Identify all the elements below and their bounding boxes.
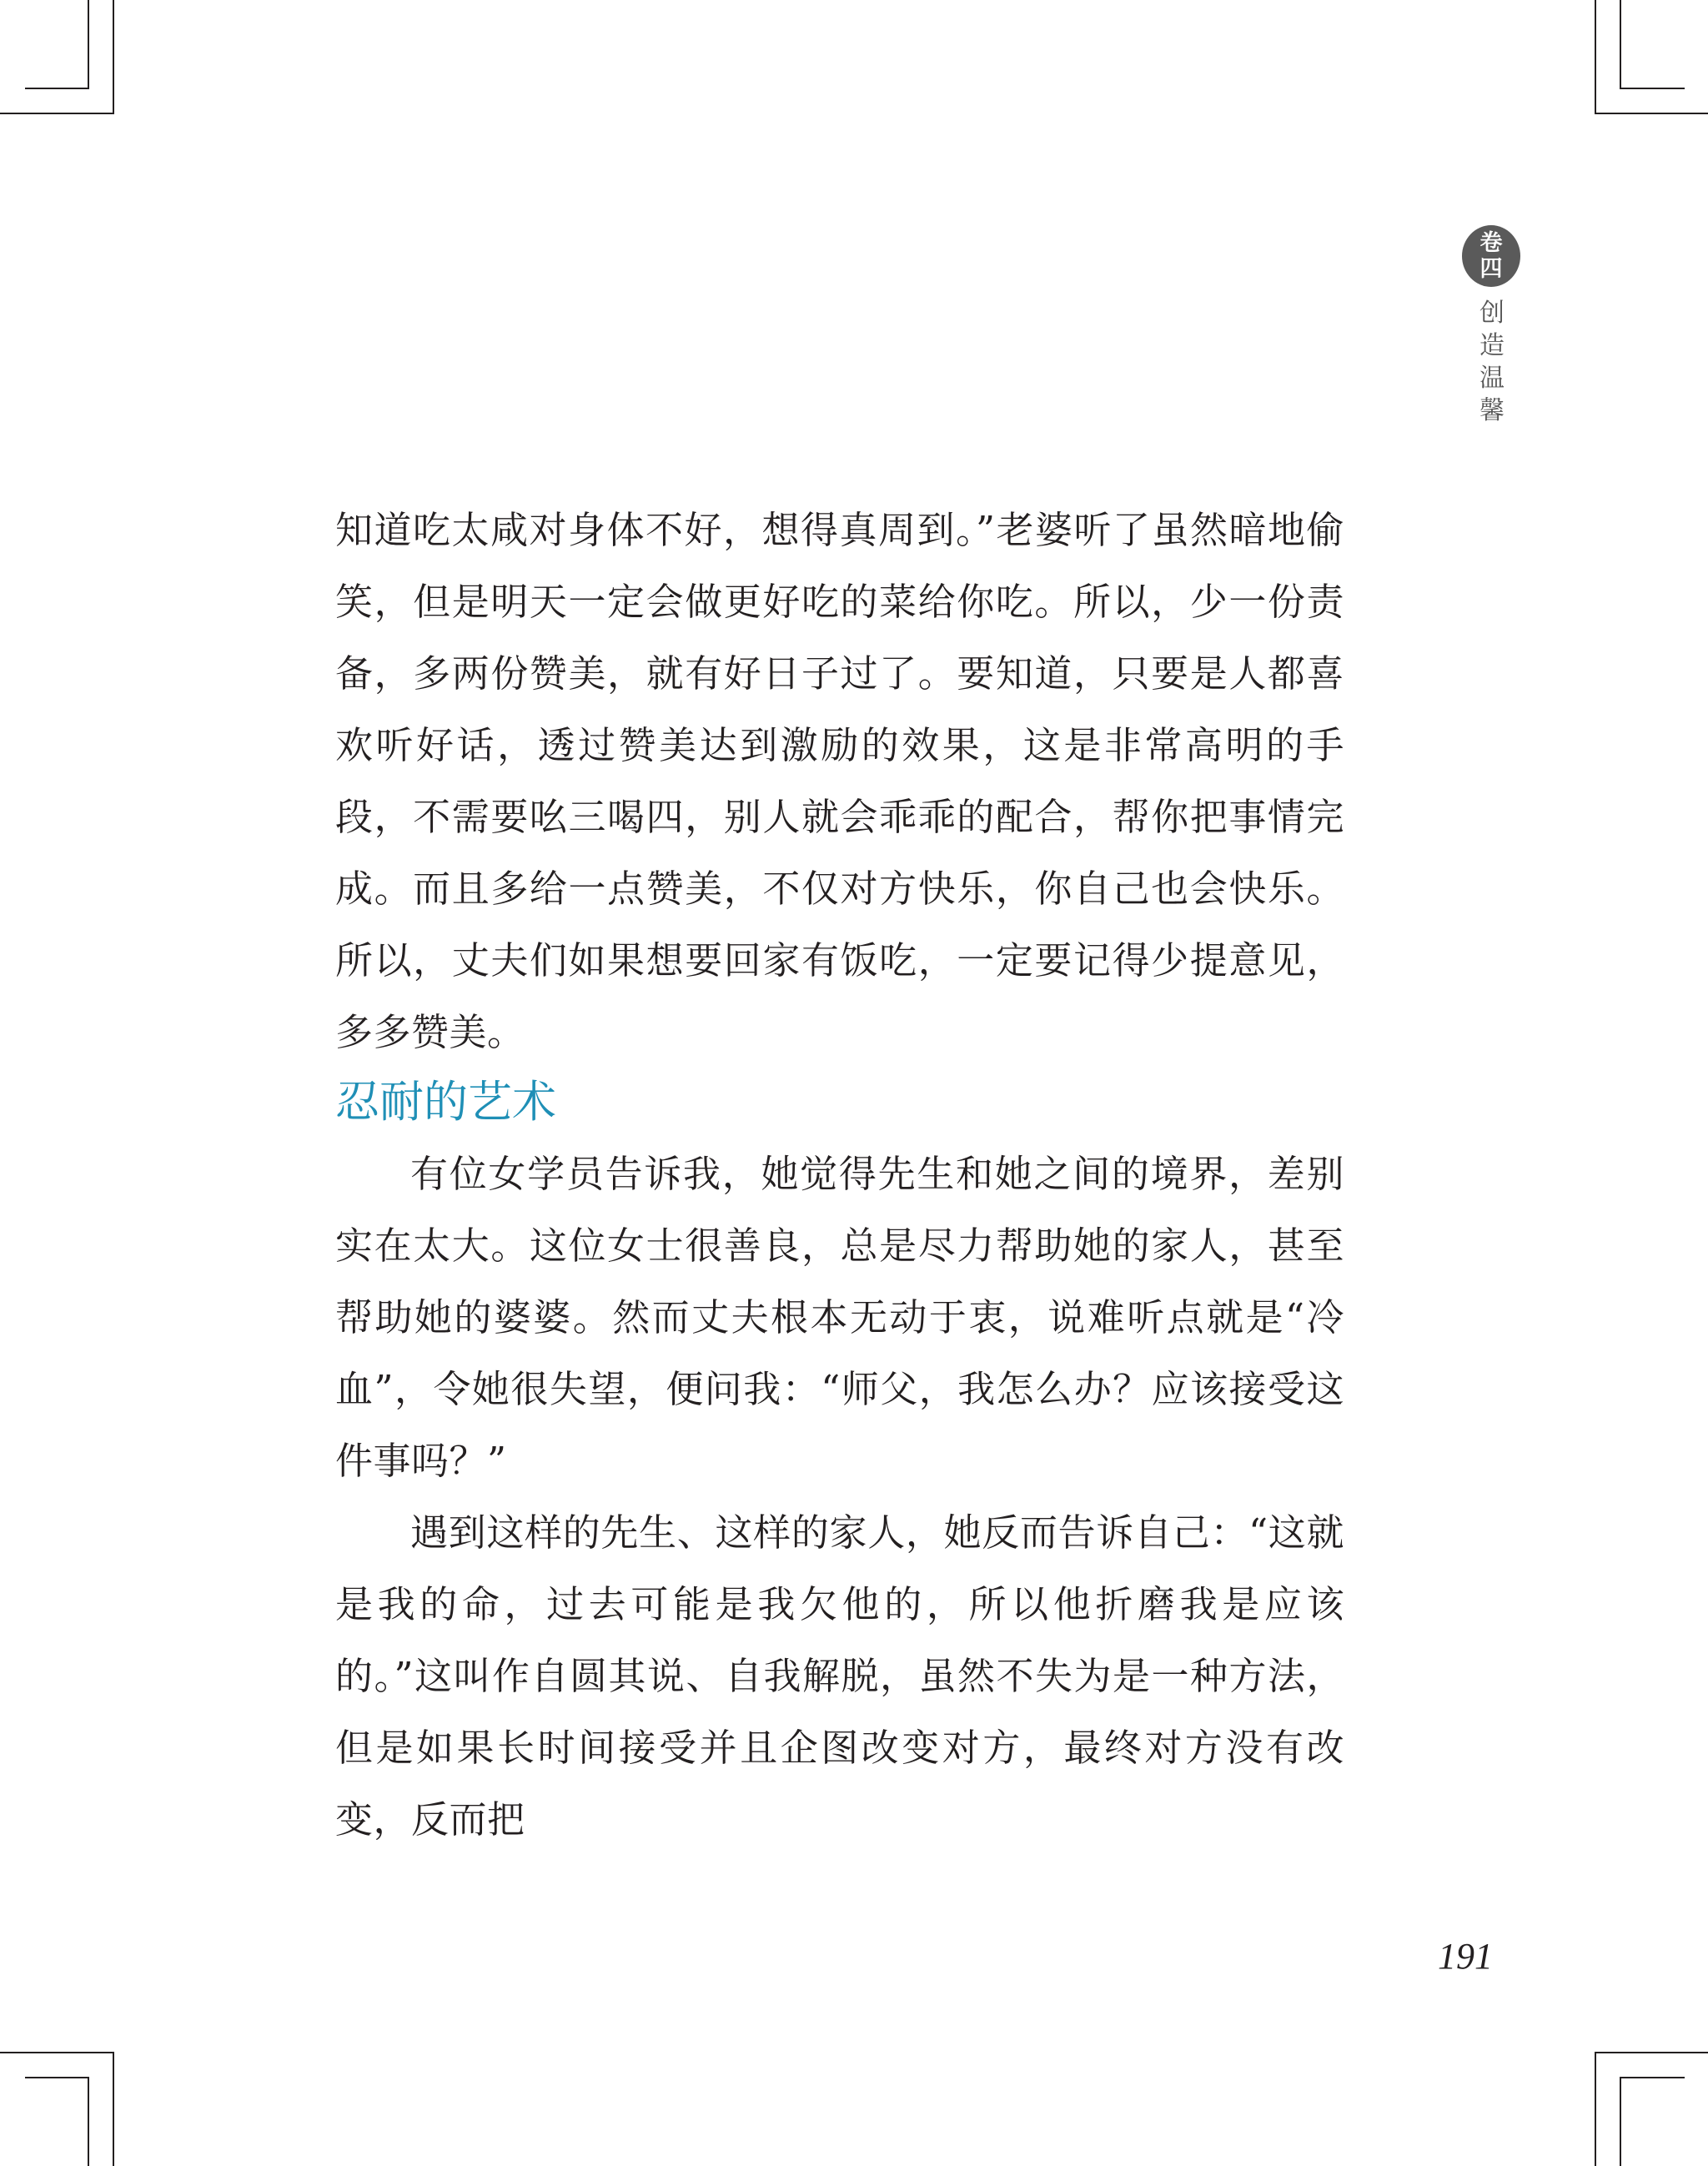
crop-mark [1620,88,1685,89]
section-text-block [335,1138,1344,1856]
chapter-side-title-char: 创 [1479,299,1505,328]
crop-mark [113,0,114,114]
body-paragraph: 有位女学员告诉我，她觉得先生和她之间的境界，差别实在太大。这位女士很善良，总是尽力帮助她的家人，甚至帮助她的婆婆。然而丈夫根本无动于衷，说难听点就是“冷血”，令她很失望，便问我：“师父，我怎么办？应该接受这件事吗？” [335,1152,1344,1483]
top-text-block [335,495,1344,1068]
body-paragraph: 遇到这样的先生、这样的家人，她反而告诉自己：“这就是我的命，过去可能是我欠他的，所以他折磨我是应该的。”这叫作自圆其说、自我解脱，虽然不失为是一种方法，但是如果长时间接受并且企图改变对方，最终对方没有改变，反而把 [335,1510,1344,1842]
crop-mark [1595,2052,1596,2166]
crop-mark [1595,113,1708,114]
crop-mark [1620,0,1621,89]
crop-mark [1595,2052,1708,2053]
crop-mark [113,2052,114,2166]
crop-mark [1620,2077,1685,2078]
crop-mark [1595,0,1596,114]
page-number: 191 [1438,1936,1493,1977]
crop-mark [25,2077,89,2078]
chapter-side-title-char: 造 [1479,331,1505,360]
volume-badge-char: 卷 [1479,230,1503,256]
chapter-side-title-char: 馨 [1479,396,1505,425]
crop-mark [88,2077,89,2166]
volume-badge-char: 四 [1479,256,1503,282]
volume-badge [1462,225,1520,287]
chapter-side-title [1477,297,1507,427]
body-paragraph: 知道吃太咸对身体不好，想得真周到。”老婆听了虽然暗地偷笑，但是明天一定会做更好吃的菜给你吃。所以，少一份责备，多两份赞美，就有好日子过了。要知道，只要是人都喜欢听好话，透过赞美达到激励的效果，这是非常高明的手段，不需要吆三喝四，别人就会乖乖的配合，帮你把事情完成。而且多给一点赞美，不仅对方快乐，你自己也会快乐。所以，丈夫们如果想要回家有饭吃，一定要记得少提意见，多多赞美。 [335,508,1344,1054]
crop-mark [0,2052,114,2053]
crop-mark [88,0,89,88]
chapter-side-title-char: 温 [1479,364,1505,393]
crop-mark [1620,2077,1621,2166]
section-heading: 忍耐的艺术 [335,1077,556,1128]
crop-mark [0,113,114,114]
crop-mark [25,88,89,89]
